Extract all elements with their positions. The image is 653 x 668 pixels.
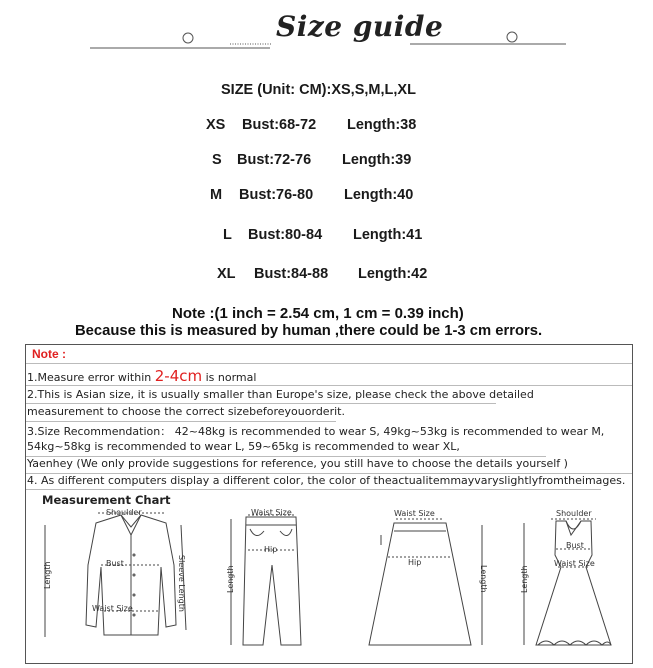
- size-row-s-size: S: [212, 152, 222, 168]
- size-row-xs-length: Length:38: [347, 117, 417, 133]
- pants-waist-label: Waist Size: [251, 508, 292, 517]
- size-row-xs-bust: Bust:68-72: [242, 117, 317, 133]
- size-row-s-length: Length:39: [342, 152, 412, 168]
- error-note: Because this is measured by human ,there could be 1-3 cm errors.: [75, 323, 543, 339]
- divider: [26, 489, 601, 490]
- shirt-bust-label: Bust: [106, 559, 124, 568]
- skirt-length-label: Length: [479, 565, 488, 593]
- pants-drawing: [231, 515, 301, 645]
- note-box: [25, 344, 633, 664]
- size-row-m-bust: Bust:76-80: [239, 187, 314, 203]
- dress-length-label: Length: [520, 565, 529, 593]
- size-row-xl-length: Length:42: [358, 266, 428, 282]
- size-row-m-size: M: [210, 187, 223, 203]
- skirt-drawing: [369, 519, 482, 645]
- divider: [26, 363, 632, 364]
- shirt-sleeve-label: Sleeve Length: [177, 555, 186, 612]
- divider: [26, 403, 496, 404]
- note-line-1-suffix: is normal: [202, 371, 257, 384]
- skirt-hip-label: Hip: [408, 558, 422, 567]
- shirt-waist-label: Waist Size: [92, 604, 133, 613]
- size-row-l-size: L: [223, 227, 232, 243]
- size-row-xl-size: XL: [217, 266, 236, 282]
- note-line-1: [27, 367, 256, 385]
- size-row-l-bust: Bust:80-84: [248, 227, 323, 243]
- divider: [26, 421, 336, 422]
- page-title: Size guide: [276, 10, 444, 43]
- note-line-1-prefix: 1.Measure error within: [27, 371, 155, 384]
- note-line-4: 4. As different computers display a different color, the color of theactualitemmayvaryslightlyfromtheimages.: [27, 474, 626, 487]
- conversion-note: Note :(1 inch = 2.54 cm, 1 cm = 0.39 inch): [172, 305, 464, 322]
- size-row-s-bust: Bust:72-76: [237, 152, 312, 168]
- size-row-m-length: Length:40: [344, 187, 414, 203]
- note-line-3c: Yaenhey (We only provide suggestions for reference, you still have to choose the details yourself ): [27, 457, 568, 470]
- size-row-xs-size: XS: [206, 117, 226, 133]
- pants-length-label: Length: [226, 565, 235, 593]
- size-row-xl-bust: Bust:84-88: [254, 266, 329, 282]
- skirt-waist-label: Waist Size: [394, 509, 435, 518]
- divider: [26, 385, 632, 386]
- size-row-l-length: Length:41: [353, 227, 423, 243]
- note-line-3b: 54kg~58kg is recommended to wear L, 59~65kg is recommended to wear XL,: [27, 440, 460, 453]
- shirt-length-label: Length: [43, 561, 52, 589]
- dress-drawing: [524, 519, 611, 645]
- error-range-highlight: 2-4cm: [154, 367, 203, 385]
- measurement-chart-title: Measurement Chart: [42, 493, 171, 507]
- pants-hip-label: Hip: [264, 545, 278, 554]
- note-line-2b: measurement to choose the correct sizebeforeyouorderit.: [27, 405, 345, 418]
- note-line-2a: 2.This is Asian size, it is usually smaller than Europe's size, please check the above detailed: [27, 388, 534, 401]
- note-label: Note :: [32, 347, 66, 361]
- shirt-drawing: [45, 513, 186, 637]
- dress-bust-label: Bust: [566, 541, 584, 550]
- size-heading: SIZE (Unit: CM):XS,S,M,L,XL: [221, 82, 416, 98]
- measurement-diagrams: [26, 505, 632, 663]
- shirt-shoulder-label: Shoulder: [106, 508, 142, 517]
- dress-waist-label: Waist Size: [554, 559, 595, 568]
- note-line-3a: 3.Size Recommendation： 42~48kg is recommended to wear S, 49kg~53kg is recommended to wear M,: [27, 425, 605, 438]
- dress-shoulder-label: Shoulder: [556, 509, 592, 518]
